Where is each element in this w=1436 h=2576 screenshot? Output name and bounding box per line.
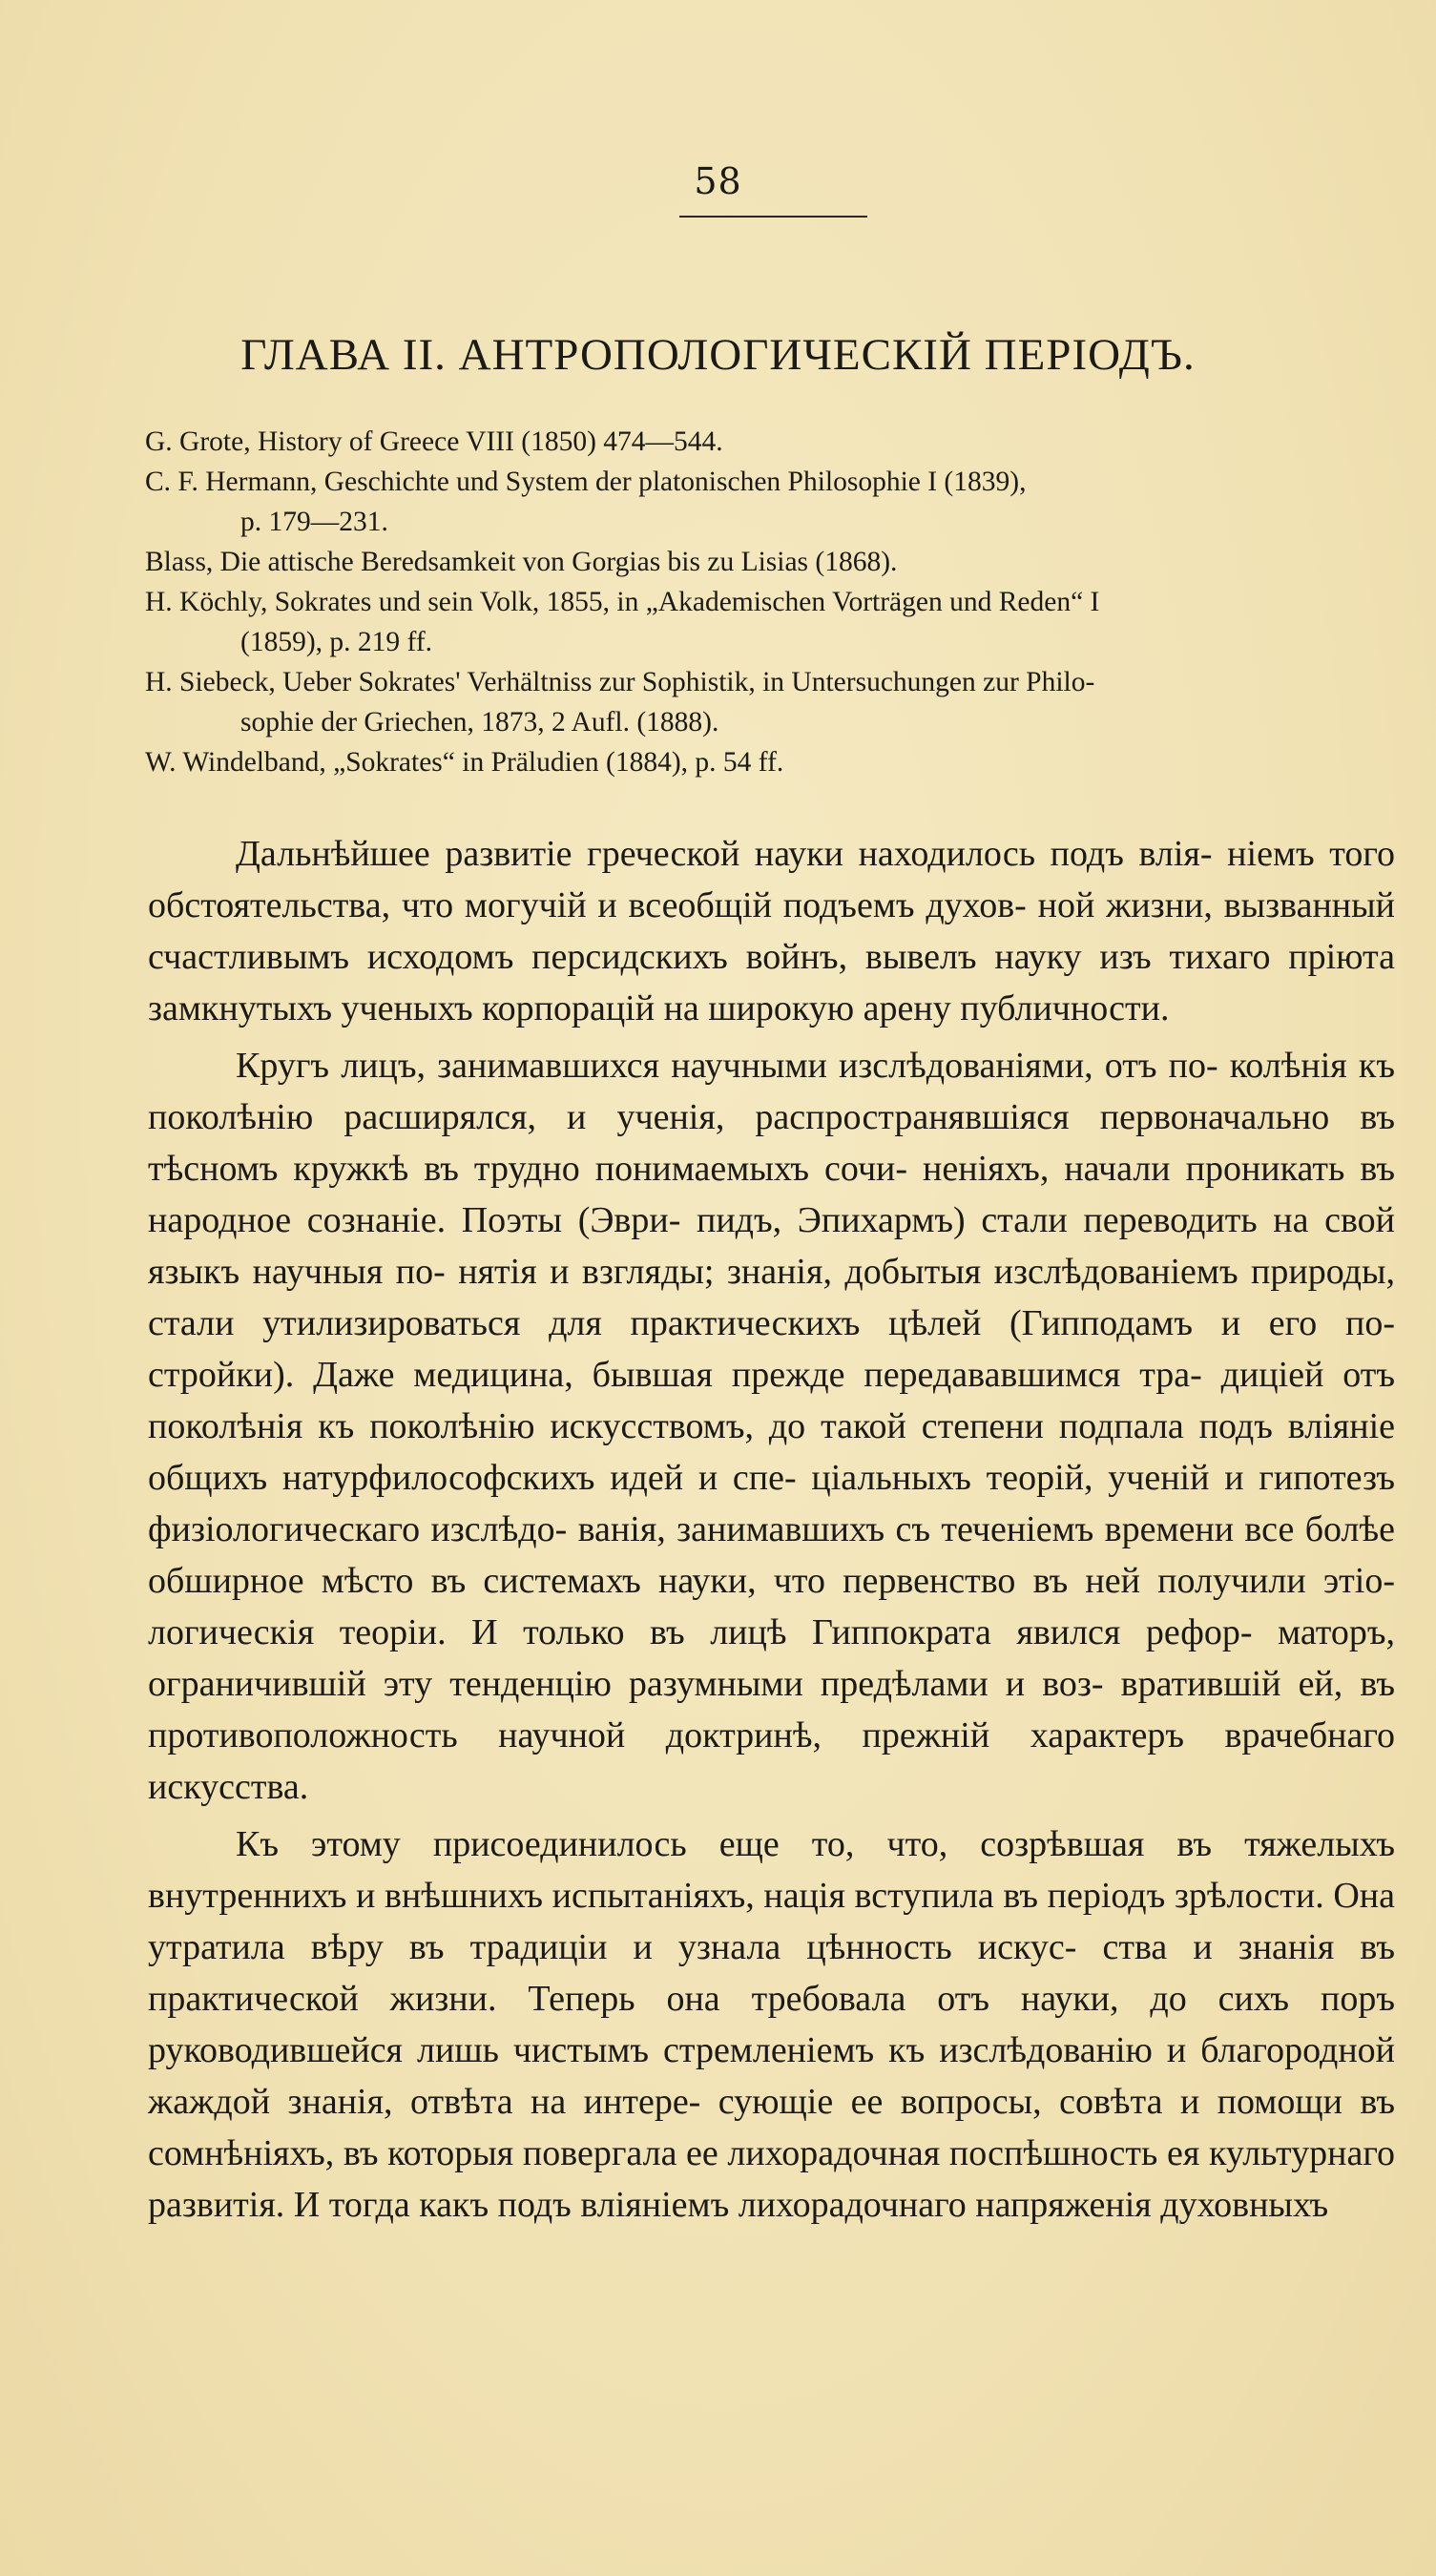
bibliography-line: C. F. Hermann, Geschichte und System der platonischen Philosophie I (1839), [145, 467, 1027, 497]
body-text [148, 828, 1395, 2236]
paragraph: Дальнѣйшее развитіе греческой науки находилось подъ влія- ніемъ того обстоятельства, что могучій и всеобщій подъемъ духов- ной жизни, вызванный счастливымъ исходомъ персидскихъ войнъ, вывелъ науку изъ тихаго пріюта замкнутыхъ ученыхъ корпорацій на широкую арену публичности. [148, 834, 1395, 1028]
bibliography-line-continued: (1859), p. 219 ff. [240, 627, 433, 657]
bibliography-line: W. Windelband, „Sokrates“ in Präludien (1884), p. 54 ff. [145, 747, 784, 778]
bibliography-line: G. Grote, History of Greece VIII (1850) 474—544. [145, 426, 723, 457]
paragraph: Къ этому присоединилось еще то, что, созрѣвшая въ тяжелыхъ внутреннихъ и внѣшнихъ испытаніяхъ, нація вступила въ періодъ зрѣлости. Она утратила вѣру въ традиціи и узнала цѣнность искус- ства и знанія въ практической жизни. Теперь она требовала отъ науки, до сихъ поръ руководившейся лишь чистымъ стремленіемъ къ изслѣдованію и благородной жаждой знанія, отвѣта на интере- сующіе ее вопросы, совѣта и помощи въ сомнѣніяхъ, въ которыя повергала ее лихорадочная поспѣшность ея культурнаго развитія. И тогда какъ подъ вліяніемъ лихорадочнаго напряженія духовныхъ [148, 1824, 1395, 2225]
bibliography-line-continued: sophie der Griechen, 1873, 2 Aufl. (1888). [240, 707, 719, 737]
bibliography-entry [145, 462, 1405, 542]
page-number-rule [679, 216, 867, 218]
bibliography-entry [145, 582, 1405, 662]
bibliography-line: H. Köchly, Sokrates und sein Volk, 1855, in „Akademischen Vorträgen und Reden“ I [145, 587, 1100, 617]
paragraph: Кругъ лицъ, занимавшихся научными изслѣдованіями, отъ по- колѣнія къ поколѣнію расширялся, и ученія, распространявшіяся первоначально въ тѣсномъ кружкѣ въ трудно понимаемыхъ сочи- неніяхъ, начали проникать въ народное сознаніе. Поэты (Эври- пидъ, Эпихармъ) стали переводить на свой языкъ научныя по- нятія и взгляды; знанія, добытыя изслѣдованіемъ природы, стали утилизироваться для практическихъ цѣлей (Гипподамъ и его по- стройки). Даже медицина, бывшая прежде передававшимся тра- диціей отъ поколѣнія къ поколѣнію искусствомъ, до такой степени подпала подъ вліяніе общихъ натурфилософскихъ идей и спе- ціальныхъ теорій, ученій и гипотезъ физіологическаго изслѣдо- ванія, занимавшихъ съ теченіемъ времени все болѣе обширное мѣсто въ системахъ науки, что первенство въ ней получили этіо- логическія теоріи. И только въ лицѣ Гиппократа явился рефор- маторъ, ограничившій эту тенденцію разумными предѣлами и воз- вратившій ей, въ противоположность научной доктринѣ, прежній характеръ врачебнаго искусства. [148, 1046, 1395, 1807]
bibliography-entry [145, 662, 1405, 742]
page-number: 58 [694, 160, 742, 202]
bibliography [145, 422, 1405, 782]
bibliography-line: H. Siebeck, Ueber Sokrates' Verhältniss zur Sophistik, in Untersuchungen zur Philo- [145, 667, 1095, 697]
bibliography-entry [145, 542, 1405, 582]
bibliography-entry [145, 742, 1405, 782]
bibliography-line-continued: p. 179—231. [240, 507, 388, 537]
chapter-title: ГЛАВА II. АНТРОПОЛОГИЧЕСКІЙ ПЕРІОДЪ. [240, 330, 1196, 380]
bibliography-line: Blass, Die attische Beredsamkeit von Gorgias bis zu Lisias (1868). [145, 547, 898, 577]
bibliography-entry [145, 422, 1405, 462]
